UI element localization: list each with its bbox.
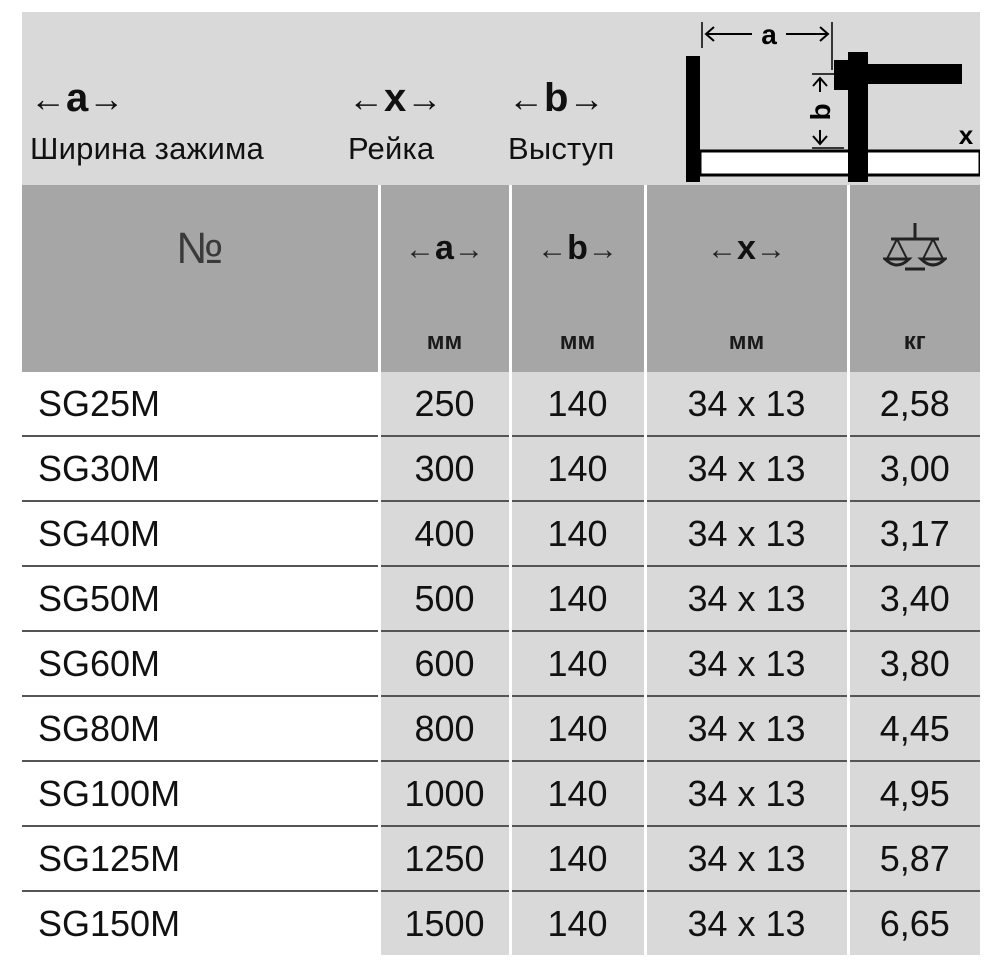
x-cell: 34 x 13 xyxy=(645,891,848,955)
table-row xyxy=(22,826,980,891)
x-cell: 34 x 13 xyxy=(645,696,848,761)
header-x: ←x→ xyxy=(645,185,848,312)
header-row xyxy=(22,185,980,312)
unit-b: мм xyxy=(510,312,645,372)
arrow-right-icon: → xyxy=(453,233,484,266)
arrow-left-icon: ← xyxy=(537,233,568,266)
sliding-arm-shape xyxy=(848,52,868,182)
model-cell: SG25M xyxy=(22,372,379,436)
header-weight xyxy=(848,185,980,312)
weight-cell: 3,17 xyxy=(848,501,980,566)
table-row xyxy=(22,696,980,761)
legend-rail xyxy=(348,78,442,169)
legend-b-symbol: b xyxy=(544,76,569,120)
legend-band xyxy=(22,12,980,185)
x-cell: 34 x 13 xyxy=(645,566,848,631)
arrow-left-icon: ← xyxy=(348,78,384,119)
weight-cell: 3,00 xyxy=(848,436,980,501)
arrow-right-icon: → xyxy=(755,233,786,266)
x-cell: 34 x 13 xyxy=(645,761,848,826)
b-cell: 140 xyxy=(510,891,645,955)
diagram-label-a: a xyxy=(761,19,777,50)
x-cell: 34 x 13 xyxy=(645,631,848,696)
model-cell: SG125M xyxy=(22,826,379,891)
model-cell: SG50M xyxy=(22,566,379,631)
spec-table xyxy=(22,185,980,955)
a-cell: 1500 xyxy=(379,891,510,955)
units-row xyxy=(22,312,980,372)
b-cell: 140 xyxy=(510,631,645,696)
model-cell: SG150M xyxy=(22,891,379,955)
weight-cell: 6,65 xyxy=(848,891,980,955)
legend-a-symbol: a xyxy=(66,76,89,120)
x-cell: 34 x 13 xyxy=(645,826,848,891)
table-row xyxy=(22,891,980,955)
legend-clamp-width xyxy=(30,78,264,169)
header-number: № xyxy=(22,185,379,312)
a-cell: 1000 xyxy=(379,761,510,826)
table-row xyxy=(22,436,980,501)
clamp-diagram xyxy=(682,12,980,185)
arrow-left-icon: ← xyxy=(508,78,544,119)
arrow-left-icon: ← xyxy=(707,233,738,266)
table-row xyxy=(22,501,980,566)
b-cell: 140 xyxy=(510,501,645,566)
b-cell: 140 xyxy=(510,566,645,631)
model-cell: SG100M xyxy=(22,761,379,826)
legend-a-label: Ширина зажима xyxy=(30,131,264,166)
table-row xyxy=(22,761,980,826)
clamp-pad-shape xyxy=(834,60,850,90)
weight-cell: 3,80 xyxy=(848,631,980,696)
b-cell: 140 xyxy=(510,696,645,761)
scale-icon xyxy=(883,219,947,273)
arrow-left-icon: ← xyxy=(405,233,436,266)
arrow-right-icon: → xyxy=(88,78,125,119)
a-cell: 800 xyxy=(379,696,510,761)
a-cell: 600 xyxy=(379,631,510,696)
b-cell: 140 xyxy=(510,761,645,826)
a-cell: 1250 xyxy=(379,826,510,891)
unit-a: мм xyxy=(379,312,510,372)
rail-shape xyxy=(700,151,980,175)
weight-cell: 3,40 xyxy=(848,566,980,631)
header-a: ←a→ xyxy=(379,185,510,312)
table-row xyxy=(22,631,980,696)
model-cell: SG40M xyxy=(22,501,379,566)
diagram-label-x: x xyxy=(958,120,974,150)
legend-b-label: Выступ xyxy=(508,131,615,166)
model-cell: SG60M xyxy=(22,631,379,696)
weight-cell: 4,95 xyxy=(848,761,980,826)
model-cell: SG30M xyxy=(22,436,379,501)
b-cell: 140 xyxy=(510,826,645,891)
weight-cell: 2,58 xyxy=(848,372,980,436)
x-cell: 34 x 13 xyxy=(645,372,848,436)
legend-throat xyxy=(508,78,615,169)
table-row xyxy=(22,566,980,631)
table-row xyxy=(22,372,980,436)
unit-number xyxy=(22,312,379,372)
a-cell: 250 xyxy=(379,372,510,436)
header-b: ←b→ xyxy=(510,185,645,312)
a-cell: 300 xyxy=(379,436,510,501)
legend-x-symbol: x xyxy=(384,76,407,120)
a-cell: 400 xyxy=(379,501,510,566)
b-cell: 140 xyxy=(510,436,645,501)
arrow-right-icon: → xyxy=(568,78,605,119)
weight-cell: 5,87 xyxy=(848,826,980,891)
arrow-left-icon: ← xyxy=(30,78,66,119)
arrow-right-icon: → xyxy=(406,78,443,119)
b-cell: 140 xyxy=(510,372,645,436)
x-cell: 34 x 13 xyxy=(645,436,848,501)
a-cell: 500 xyxy=(379,566,510,631)
weight-cell: 4,45 xyxy=(848,696,980,761)
unit-x: мм xyxy=(645,312,848,372)
x-cell: 34 x 13 xyxy=(645,501,848,566)
legend-x-label: Рейка xyxy=(348,131,435,166)
screw-handle-shape xyxy=(868,64,962,84)
fixed-jaw-shape xyxy=(686,56,700,182)
arrow-right-icon: → xyxy=(587,233,618,266)
model-cell: SG80M xyxy=(22,696,379,761)
unit-weight: кг xyxy=(848,312,980,372)
diagram-label-b: b xyxy=(805,103,836,121)
